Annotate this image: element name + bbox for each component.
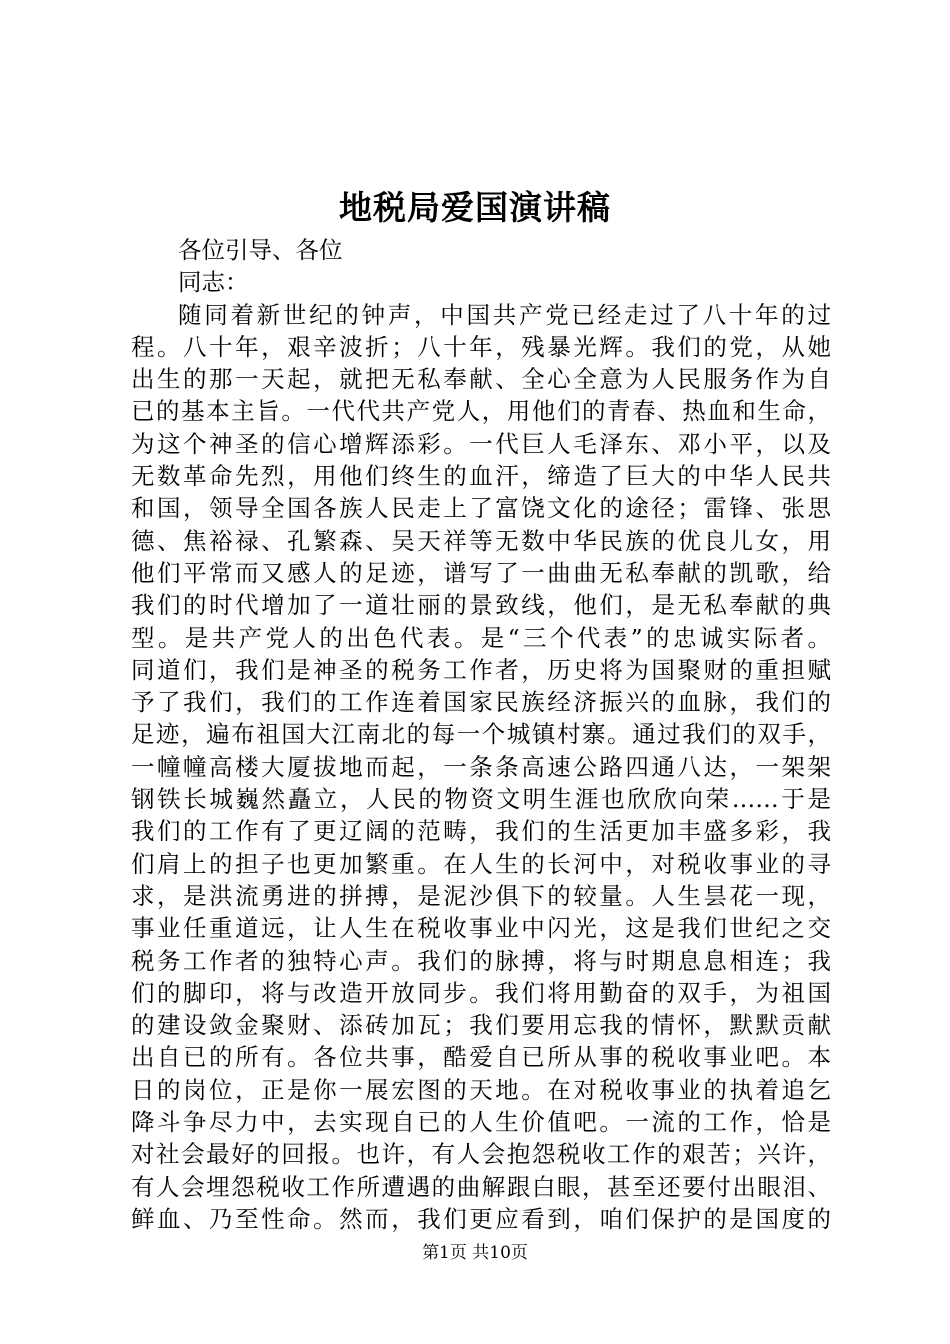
body-text-line: 有人会埋怨税收工作所遭遇的曲解跟白眼，甚至还要付出眼泪、 xyxy=(131,1172,831,1201)
body-text-line: 的建设敛金聚财、添砖加瓦；我们要用忘我的情怀，默默贡献 xyxy=(131,1011,831,1040)
body-text-line: 一幢幢高楼大厦拔地而起，一条条高速公路四通八达，一架架 xyxy=(131,752,831,781)
salutation-line: 各位引导、各位 xyxy=(178,236,343,264)
body-text-line: 足迹，遍布祖国大江南北的每一个城镇村寨。通过我们的双手， xyxy=(131,720,831,749)
body-text-line: 德、焦裕禄、孔繁森、吴天祥等无数中华民族的优良儿女，用 xyxy=(131,526,831,555)
body-text-line: 我们的时代增加了一道壮丽的景致线，他们，是无私奉献的典 xyxy=(131,591,831,620)
body-text-line: 钢铁长城巍然矗立，人民的物资文明生涯也欣欣向荣……于是 xyxy=(131,785,831,814)
body-text-line: 已的基本主旨。一代代共产党人，用他们的青春、热血和生命， xyxy=(131,397,831,426)
body-text-line: 同道们，我们是神圣的税务工作者，历史将为国聚财的重担赋 xyxy=(131,655,831,684)
body-text-line: 求，是洪流勇进的拼搏，是泥沙俱下的较量。人生昙花一现， xyxy=(131,881,831,910)
body-text-line: 随同着新世纪的钟声，中国共产党已经走过了八十年的过 xyxy=(178,300,831,329)
body-text-line: 日的岗位，正是你一展宏图的天地。在对税收事业的执着追乞 xyxy=(131,1075,831,1104)
body-text-line: 对社会最好的回报。也许，有人会抱怨税收工作的艰苦；兴许， xyxy=(131,1140,831,1169)
document-title: 地税局爱国演讲稿 xyxy=(339,188,611,227)
salutation-line: 同志： xyxy=(178,268,249,297)
body-text-line: 我们的工作有了更辽阔的范畴，我们的生活更加丰盛多彩，我 xyxy=(131,817,831,846)
body-text-line: 程。八十年，艰辛波折；八十年，残暴光辉。我们的党，从她 xyxy=(131,332,831,361)
body-text-line: 们肩上的担子也更加繁重。在人生的长河中，对税收事业的寻 xyxy=(131,849,831,878)
body-text-line: 他们平常而又感人的足迹，谱写了一曲曲无私奉献的凯歌，给 xyxy=(131,558,831,587)
body-text-line: 税务工作者的独特心声。我们的脉搏，将与时期息息相连；我 xyxy=(131,946,831,975)
body-text-line: 和国，领导全国各族人民走上了富饶文化的途径；雷锋、张思 xyxy=(131,494,831,523)
body-text-line: 降斗争尽力中，去实现自已的人生价值吧。一流的工作，恰是 xyxy=(131,1108,831,1137)
body-text-line: 予了我们，我们的工作连着国家民族经济振兴的血脉，我们的 xyxy=(131,688,831,717)
body-text-line: 出自已的所有。各位共事，酷爱自已所从事的税收事业吧。本 xyxy=(131,1043,831,1072)
body-text-line: 出生的那一天起，就把无私奉献、全心全意为人民服务作为自 xyxy=(131,365,831,394)
body-text-line: 鲜血、乃至性命。然而，我们更应看到，咱们保护的是国度的 xyxy=(131,1204,831,1233)
body-paragraph xyxy=(131,299,831,1236)
body-text-line: 型。是共产党人的出色代表。是“三个代表”的忠诚实际者。 xyxy=(131,623,831,652)
page-footer: 第1页 共10页 xyxy=(422,1243,528,1263)
document-body xyxy=(131,234,831,1235)
body-text-line: 为这个神圣的信心增辉添彩。一代巨人毛泽东、邓小平，以及 xyxy=(131,429,831,458)
body-text-line: 无数革命先烈，用他们终生的血汗，缔造了巨大的中华人民共 xyxy=(131,462,831,491)
body-text-line: 们的脚印，将与改造开放同步。我们将用勤奋的双手，为祖国 xyxy=(131,978,831,1007)
body-text-line: 事业任重道远，让人生在税收事业中闪光，这是我们世纪之交 xyxy=(131,914,831,943)
